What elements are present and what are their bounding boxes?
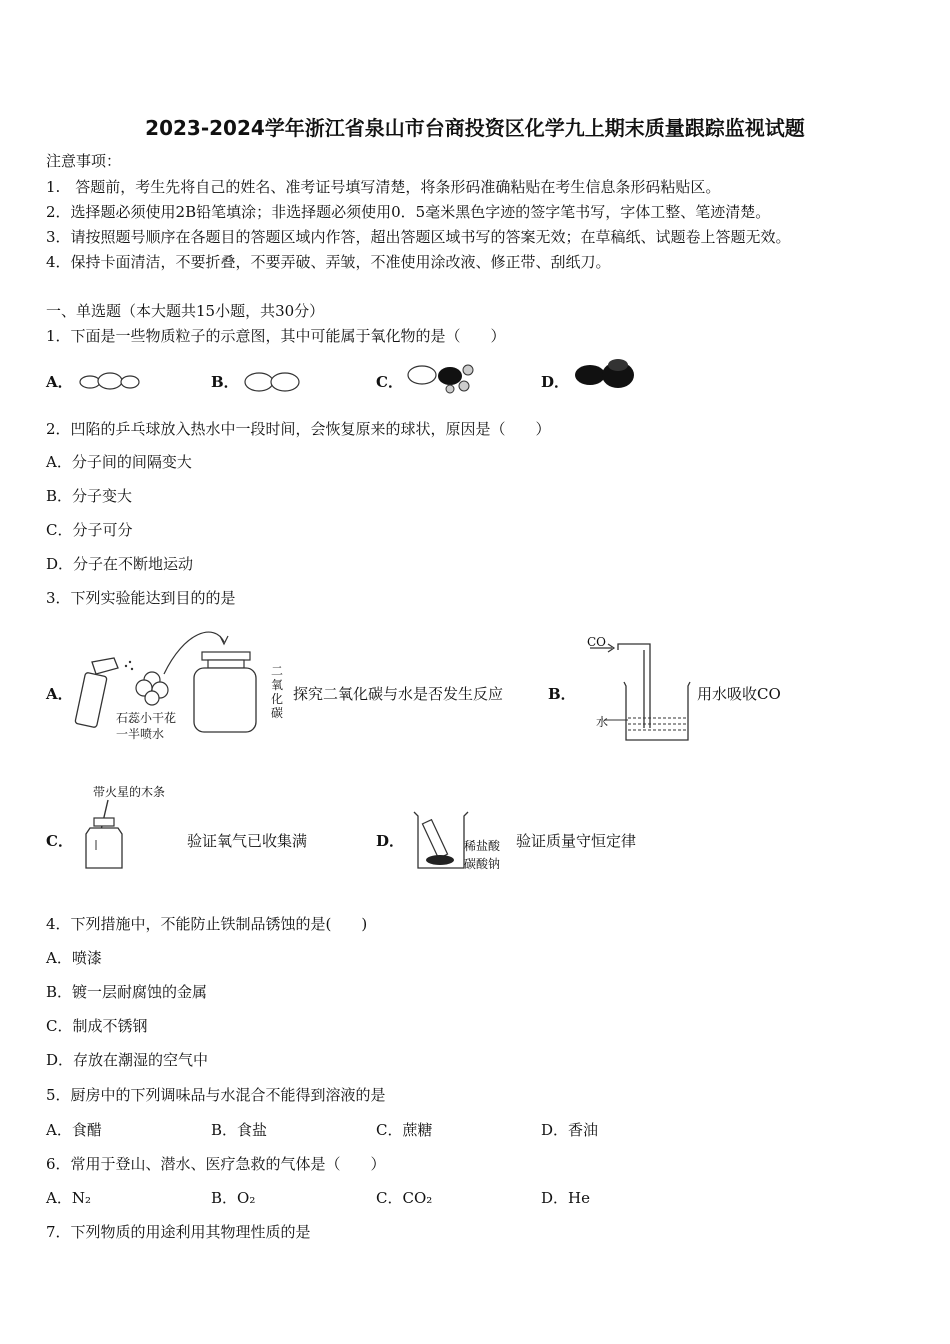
q3-option-b-label: B．	[548, 685, 576, 703]
question-5-stem: 5．厨房中的下列调味品与水混合不能得到溶液的是	[46, 1086, 386, 1104]
q3-option-a-label: A．	[46, 685, 73, 703]
q6-option: A．N₂	[46, 1189, 91, 1207]
q1-option-a-molecule-icon	[76, 370, 140, 394]
q3-c-caption: 带火星的木条	[93, 785, 166, 799]
q1-option-d-molecule-icon	[572, 356, 636, 392]
q3-a-side-label: 二氧化碳	[271, 664, 284, 720]
question-1-stem: 1．下面是一些物质粒子的示意图，其中可能属于氧化物的是（ ）	[46, 327, 506, 345]
q3-option-b-text: 用水吸收CO	[697, 685, 781, 703]
question-2-stem: 2．凹陷的乒乓球放入热水中一段时间，会恢复原来的球状，原因是（ ）	[46, 420, 551, 438]
q3-option-c-label: C．	[46, 832, 73, 850]
notice-item: 4．保持卡面清洁，不要折叠，不要弄破、弄皱，不准使用涂改液、修正带、刮纸刀。	[46, 253, 611, 271]
q3-option-a-text: 探究二氧化碳与水是否发生反应	[293, 685, 504, 703]
q5-option: C．蔗糖	[376, 1121, 433, 1139]
q3-b-water-label: 水	[596, 715, 609, 729]
q3-option-d-text: 验证质量守恒定律	[516, 832, 637, 850]
q1-option-c-molecule-icon	[406, 360, 478, 394]
q6-option: C．CO₂	[376, 1189, 433, 1207]
question-6-stem: 6．常用于登山、潜水、医疗急救的气体是（ ）	[46, 1155, 386, 1173]
q1-option-b-label: B．	[211, 373, 239, 391]
q3-a-caption: 石蕊小干花	[116, 711, 177, 725]
page-title: 2023-2024学年浙江省泉山市台商投资区化学九上期末质量跟踪监视试题	[145, 116, 805, 140]
q1-option-c-label: C．	[376, 373, 403, 391]
q3-option-a-spray-bottle-figure	[74, 622, 294, 742]
notice-heading: 注意事项：	[46, 152, 122, 170]
q4-option: B．镀一层耐腐蚀的金属	[46, 983, 208, 1001]
q6-option: B．O₂	[211, 1189, 256, 1207]
notice-item: 3．请按照题号顺序在各题目的答题区域内作答，超出答题区域书写的答案无效；在草稿纸、试题卷上答题无效。	[46, 228, 791, 246]
q3-d-acid-label: 稀盐酸	[464, 839, 501, 853]
q3-option-c-text: 验证氧气已收集满	[187, 832, 308, 850]
q2-option: D．分子在不断地运动	[46, 555, 194, 573]
q2-option: B．分子变大	[46, 487, 133, 505]
q4-option: A．喷漆	[46, 949, 102, 967]
question-3-stem: 3．下列实验能达到目的的是	[46, 589, 236, 607]
q2-option: C．分子可分	[46, 521, 133, 539]
q1-option-a-label: A．	[46, 373, 73, 391]
q4-option: D．存放在潮湿的空气中	[46, 1051, 209, 1069]
section-heading: 一、单选题（本大题共15小题，共30分）	[46, 302, 325, 320]
q1-option-d-label: D．	[541, 373, 570, 391]
question-7-stem: 7．下列物质的用途利用其物理性质的是	[46, 1223, 311, 1241]
q4-option: C．制成不锈钢	[46, 1017, 148, 1035]
q2-option: A．分子间的间隔变大	[46, 453, 192, 471]
q5-option: B．食盐	[211, 1121, 268, 1139]
q3-d-salt-label: 碳酸钠	[464, 857, 501, 871]
q6-option: D．He	[541, 1189, 590, 1207]
q5-option: A．食醋	[46, 1121, 102, 1139]
q1-option-b-molecule-icon	[243, 370, 303, 394]
q3-a-caption: 一半喷水	[116, 727, 165, 741]
q3-b-gas-label: CO	[587, 635, 607, 649]
question-4-stem: 4．下列措施中，不能防止铁制品锈蚀的是( )	[46, 915, 368, 933]
q3-option-d-beaker-figure	[410, 808, 470, 872]
notice-item: 2．选择题必须使用2B铅笔填涂；非选择题必须使用0．5毫米黑色字迹的签字笔书写，字体工整、笔迹清楚。	[46, 203, 771, 221]
q3-option-d-label: D．	[376, 832, 405, 850]
notice-item: 1. 答题前，考生先将自己的姓名、准考证号填写清楚，将条形码准确粘贴在考生信息条形码粘贴区。	[46, 178, 721, 196]
q3-option-c-gas-bottle-figure	[80, 800, 130, 872]
q5-option: D．香油	[541, 1121, 599, 1139]
